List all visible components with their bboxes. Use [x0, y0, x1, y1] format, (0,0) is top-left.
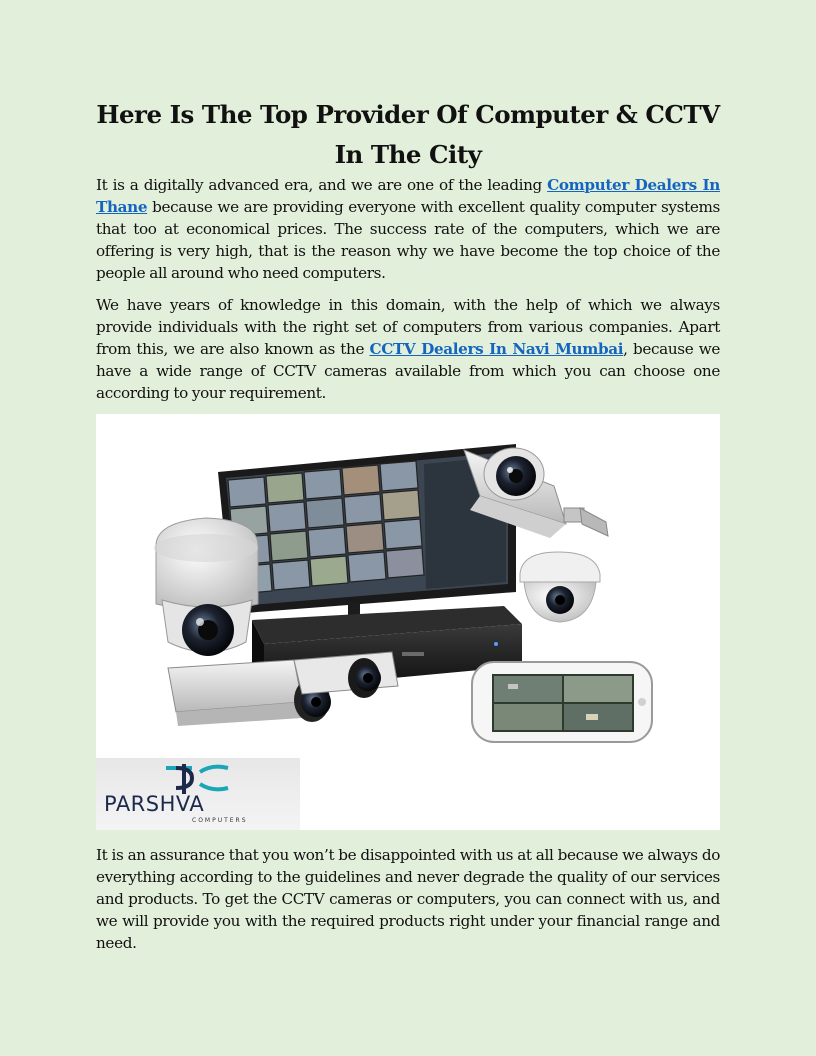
logo-tagline: COMPUTERS: [192, 817, 248, 824]
parshva-logo: [96, 758, 300, 830]
page-title: Here Is The Top Provider Of Computer & CCTV In The City: [96, 100, 720, 169]
paragraph-intro-text-end: because we are providing everyone with excellent quality computer systems that too at economical prices. The success rate of the computers, which we are offering is very high, that is the reason why we have become the top choice of the people all around who need computers.: [96, 198, 720, 282]
smartphone-icon: [472, 662, 652, 742]
cctv-dealers-navi-mumbai-link[interactable]: CCTV Dealers In Navi Mumbai: [369, 340, 624, 358]
paragraph-intro: [96, 174, 720, 284]
ptz-camera-icon: [154, 518, 258, 656]
paragraph-knowledge-text-start: We have years of knowledge in this domain, with the help of which we always provide individuals with the right set of computers from various companies. Apart from this, we are also known as the: [96, 296, 720, 358]
paragraph-knowledge-text-end: , because we have a wide range of CCTV cameras available from which you can choose one according to your requirement.: [96, 340, 720, 402]
paragraph-assurance: It is an assurance that you won’t be disappointed with us at all because we always do everything according to the guidelines and never degrade the quality of our services and products. To get the CCTV cameras or computers, you can connect with us, and we will provide you with the required products right under your financial range and need.: [96, 846, 720, 952]
logo-name: PARSHVA: [104, 792, 205, 816]
box-camera-icon: [168, 652, 398, 726]
computer-dealers-thane-link[interactable]: Computer Dealers In Thane: [96, 176, 720, 216]
dome-camera-icon: [520, 552, 600, 622]
paragraph-intro-text-start: It is a digitally advanced era, and we are one of the leading: [96, 176, 548, 194]
paragraph-knowledge: [96, 294, 720, 404]
cctv-products-image: [96, 414, 720, 830]
